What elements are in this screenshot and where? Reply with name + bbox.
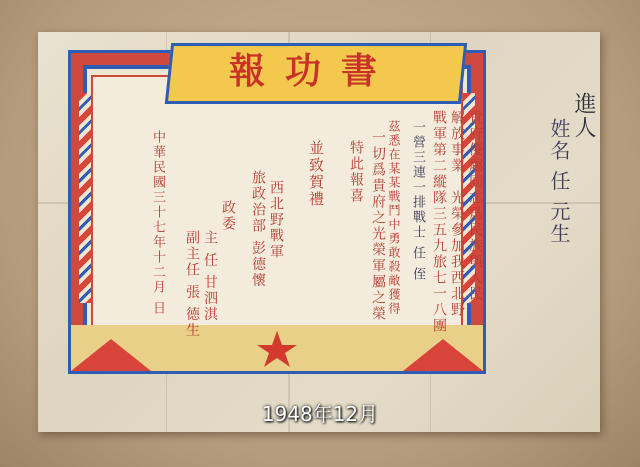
main-text-line-2: 解放事業，光榮參加我西北野 xyxy=(449,110,465,318)
main-text-line-1: 貴府優屬同志爲民族與人民 xyxy=(467,110,483,302)
photo-caption: 1948年12月 xyxy=(261,402,379,426)
main-text-line-5: 茲悉在某某戰鬥中勇敢殺敵獲得 xyxy=(387,120,401,316)
handwritten-note-1: 進人 xyxy=(571,92,596,140)
issuer-line-1: 西北野戰軍 xyxy=(268,180,284,260)
signer-3: 副主任 張 德生 xyxy=(184,230,200,339)
certificate-title: 報功書 xyxy=(228,50,397,92)
issuer-line-2: 旅政治部 彭德懷 xyxy=(250,170,266,289)
date-line: 中華民國三十七年十二月 日 xyxy=(150,130,165,317)
signer-1: 政委 xyxy=(220,200,236,232)
main-text-line-6: 一切爲貴府之光榮軍屬之榮 xyxy=(370,130,386,322)
greeting-text: 並致賀禮 xyxy=(307,140,325,208)
main-text-line-4: 一營三連一排戰士 任 侄 xyxy=(410,120,425,283)
signer-2: 主 任 甘泗淇 xyxy=(202,230,218,323)
main-text-line-7: 特此報喜 xyxy=(348,140,364,204)
handwritten-note-2: 姓名 任 元生 xyxy=(547,118,571,245)
main-text-line-3: 戰軍第二縱隊三五九旅七一八團 xyxy=(431,110,447,334)
